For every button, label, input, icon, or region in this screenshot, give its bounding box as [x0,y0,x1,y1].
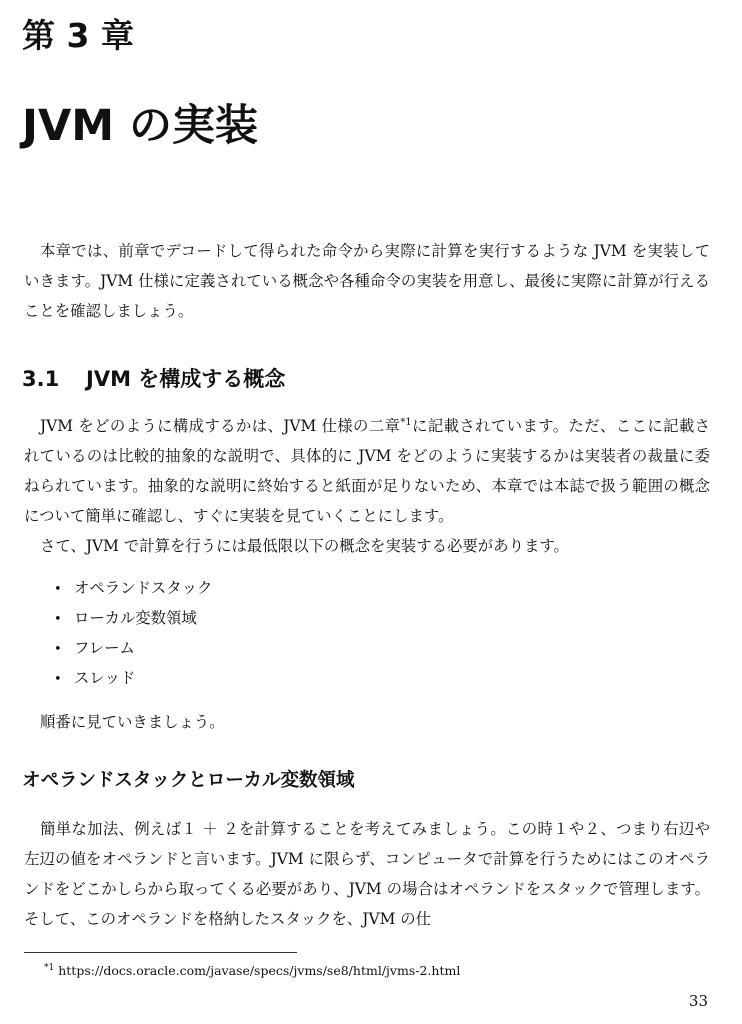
footnote [44,961,460,981]
chapter-title: JVM の実装 [22,101,259,151]
footnote-reference[interactable]: *1 [400,416,412,428]
chapter-label: 第 3 章 [22,16,134,55]
list-item [54,573,212,603]
section-heading [22,362,285,396]
list-item [54,603,212,633]
list-item-text: フレーム [74,639,135,657]
bullet-icon: • [54,672,62,687]
footnote-link[interactable]: https://docs.oracle.com/javase/specs/jvms/se8/html/jvms-2.html [58,963,461,978]
page-number: 33 [688,992,708,1010]
list-item [54,663,212,693]
bullet-icon: • [54,582,62,597]
section-paragraph-1 [24,411,710,531]
list-item-text: オペランドスタック [74,579,213,597]
intro-paragraph: 本章では、前章でデコードして得られた命令から実際に計算を実行するような JVM を実装していきます。JVM 仕様に定義されている概念や各種命令の実装を用意し、最後に実際に計算が行えることを確認しましょう。 [24,242,710,320]
list-item-text: ローカル変数領域 [74,609,197,627]
bullet-icon: • [54,612,62,627]
section-title: JVM を構成する概念 [86,367,286,391]
paragraph-text-before-footnote: JVM をどのように構成するかは、JVM 仕様の二章 [40,417,401,435]
closing-paragraph: 順番に見ていきましょう。 [40,713,225,731]
list-item [54,633,212,663]
footnote-divider [24,952,297,953]
list-item-text: スレッド [74,669,136,687]
section-paragraph-2: さて、JVM で計算を行うには最低限以下の概念を実装する必要があります。 [40,537,569,555]
bullet-icon: • [54,642,62,657]
subsection-paragraph: 簡単な加法、例えば１ ＋ ２を計算することを考えてみましょう。この時１や２、つまり右辺や左辺の値をオペランドと言います。JVM に限らず、コンピュータで計算を行うためにはこのオペランドをどこかしらから取ってくる必要があり、JVM の場合はオペランドをスタックで管理します。そして、このオペランドを格納したスタックを、JVM の仕 [24,820,710,928]
paragraph-text-after-footnote: に記載されています。ただ、ここに記載されているのは比較的抽象的な説明で、具体的に JVM をどのように実装するかは実装者の裁量に委ねられています。抽象的な説明に終始すると紙面が足りないため、本章では本誌で扱う範囲の概念について簡単に確認し、すぐに実装を見ていくことにします。 [24,417,710,525]
section-number: 3.1 [22,367,60,391]
footnote-mark: *1 [44,962,55,973]
subsection-heading: オペランドスタックとローカル変数領域 [22,770,355,791]
concept-list [54,573,212,693]
